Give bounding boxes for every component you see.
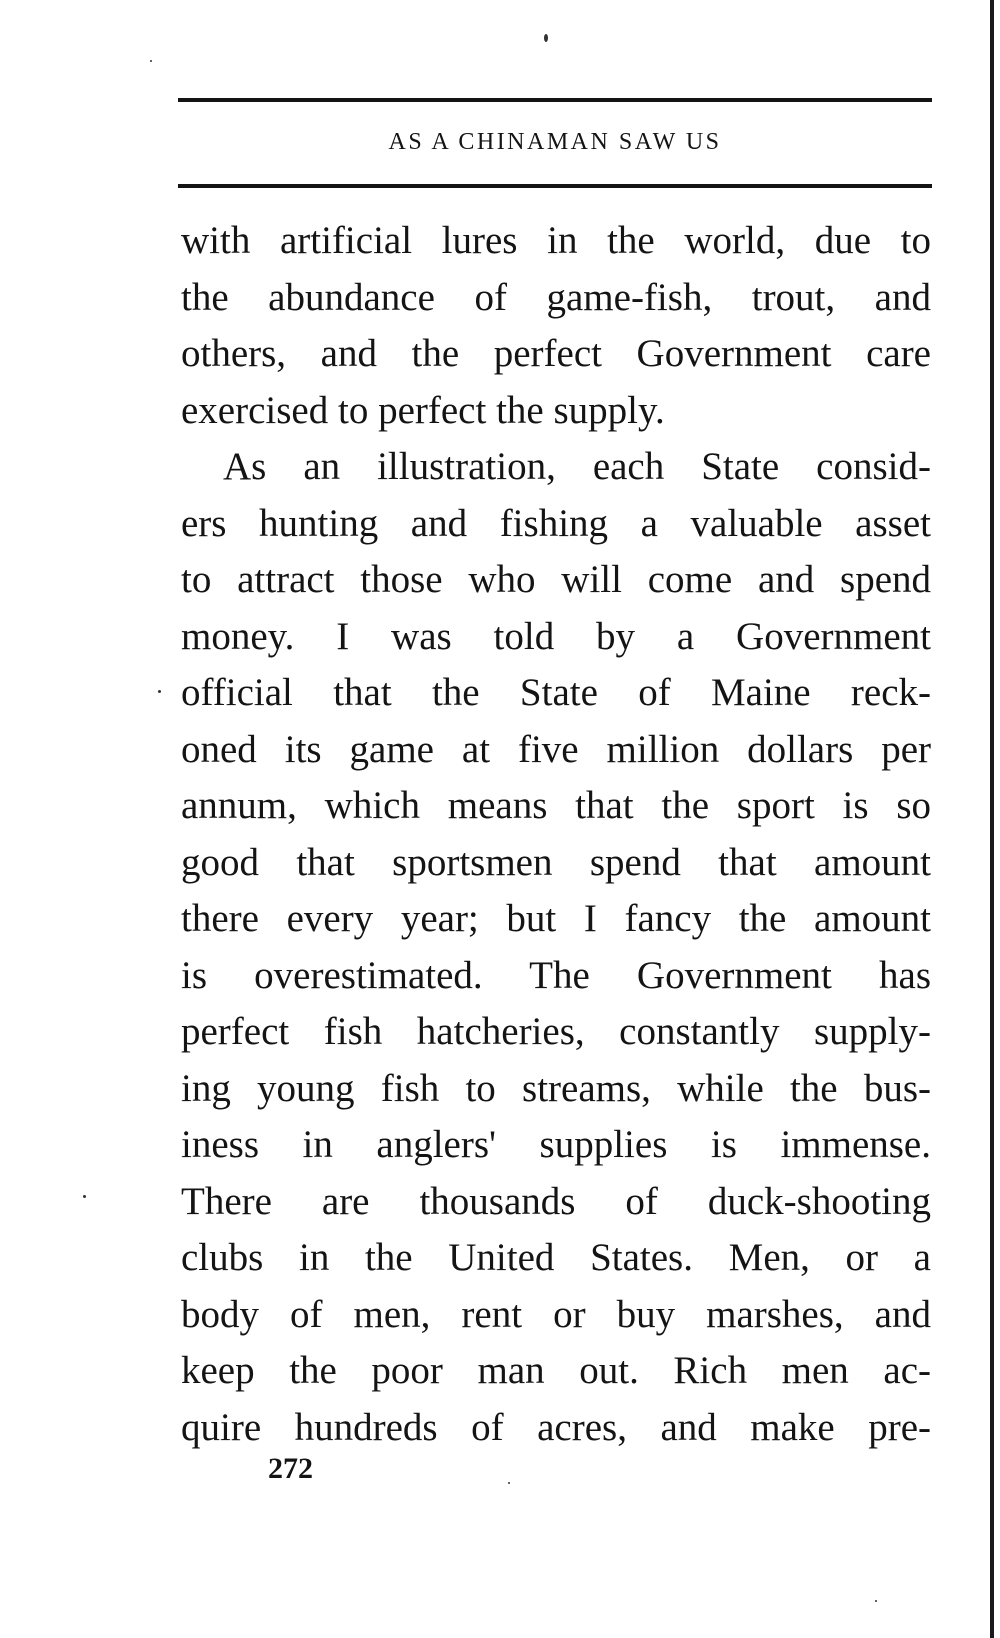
running-head: AS A CHINAMAN SAW US bbox=[388, 129, 722, 155]
header-rule-bottom bbox=[178, 184, 932, 188]
text-line: perfect fish hatcheries, constantly supply- bbox=[181, 1010, 931, 1053]
text-line: ing young fish to streams, while the bus- bbox=[181, 1066, 931, 1110]
text-line: exercised to perfect the supply. bbox=[181, 388, 665, 432]
text-line: keep the poor man out. Rich men ac- bbox=[181, 1349, 931, 1392]
text-line: clubs in the United States. Men, or a bbox=[181, 1236, 931, 1279]
text-line: there every year; but I fancy the amount bbox=[181, 897, 931, 940]
text-line: oned its game at five million dollars per bbox=[181, 727, 931, 771]
scan-speck bbox=[875, 1600, 877, 1602]
text-line: As an illustration, each State consid- bbox=[223, 445, 931, 488]
body-text bbox=[181, 213, 931, 1456]
text-line: ers hunting and fishing a valuable asset bbox=[181, 501, 931, 545]
text-line: There are thousands of duck-shooting bbox=[181, 1179, 931, 1223]
scan-speck bbox=[508, 1482, 510, 1484]
text-line: the abundance of game-fish, trout, and bbox=[181, 275, 931, 319]
scan-speck bbox=[158, 690, 161, 693]
text-line: money. I was told by a Government bbox=[181, 614, 931, 658]
text-line: is overestimated. The Government has bbox=[181, 953, 931, 997]
text-line: with artificial lures in the world, due to bbox=[181, 219, 931, 262]
scan-speck bbox=[83, 1195, 86, 1198]
text-line: body of men, rent or buy marshes, and bbox=[181, 1292, 931, 1336]
text-line: annum, which means that the sport is so bbox=[181, 784, 931, 827]
text-line: quire hundreds of acres, and make pre- bbox=[181, 1405, 931, 1449]
scan-speck bbox=[150, 60, 152, 62]
header-rule-top bbox=[178, 98, 932, 102]
scan-speck bbox=[544, 34, 548, 42]
page-edge-shadow bbox=[990, 0, 994, 1638]
text-line: iness in anglers' supplies is immense. bbox=[181, 1123, 931, 1166]
text-line: others, and the perfect Government care bbox=[181, 332, 931, 375]
text-line: official that the State of Maine reck- bbox=[181, 671, 931, 714]
text-line: to attract those who will come and spend bbox=[181, 558, 931, 601]
text-line: good that sportsmen spend that amount bbox=[181, 840, 931, 884]
page-number: 272 bbox=[268, 1452, 313, 1485]
